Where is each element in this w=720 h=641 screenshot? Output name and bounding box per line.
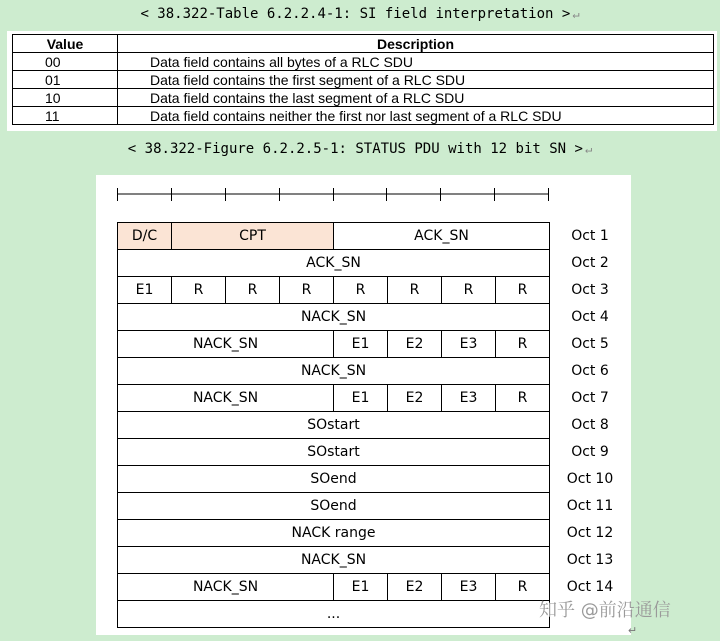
pdu-field-cell: R (225, 276, 280, 304)
octet-label: Oct 6 (571, 362, 609, 379)
row-value: 10 (13, 89, 118, 107)
pdu-field-cell: E1 (117, 276, 172, 304)
header-value: Value (13, 35, 118, 53)
si-field-table (12, 34, 714, 125)
pdu-field-cell: NACK_SN (117, 573, 334, 601)
row-description: Data field contains all bytes of a RLC SDU (118, 53, 714, 71)
figure-caption (0, 141, 720, 157)
return-mark-icon: ↵ (628, 625, 638, 637)
si-field-table-container (7, 31, 717, 131)
pdu-field-cell: NACK range (117, 519, 550, 547)
pdu-field-cell: E3 (441, 573, 496, 601)
octet-label: Oct 12 (566, 524, 614, 541)
pdu-field-cell: SOend (117, 492, 550, 520)
pdu-field-cell: R (171, 276, 226, 304)
octet-label: Oct 9 (571, 443, 609, 460)
table-row (13, 107, 714, 125)
pdu-field-cell: NACK_SN (117, 330, 334, 358)
pdu-field-cell: R (387, 276, 442, 304)
octet-label: Oct 13 (566, 551, 614, 568)
pdu-field-cell: R (279, 276, 334, 304)
table-row (13, 89, 714, 107)
pdu-field-cell: R (495, 573, 550, 601)
table-caption-text: < 38.322-Table 6.2.2.4-1: SI field interpretation > (140, 6, 571, 22)
status-pdu-diagram (96, 175, 631, 635)
pdu-field-cell: SOend (117, 465, 550, 493)
row-description: Data field contains neither the first nor last segment of a RLC SDU (118, 107, 714, 125)
pdu-field-cell: R (495, 276, 550, 304)
table-row (13, 53, 714, 71)
pdu-field-cell: CPT (171, 222, 334, 250)
octet-label: Oct 7 (571, 389, 609, 406)
status-pdu-figure (96, 175, 631, 635)
row-value: 00 (13, 53, 118, 71)
table-header-row (13, 35, 714, 53)
return-mark-icon: ↵ (584, 142, 593, 156)
pdu-field-cell: R (333, 276, 388, 304)
pdu-field-cell: SOstart (117, 411, 550, 439)
octet-label: Oct 11 (566, 497, 614, 514)
pdu-field-cell: E2 (387, 330, 442, 358)
watermark: 知乎 @前沿通信 (539, 600, 671, 621)
row-value: 01 (13, 71, 118, 89)
pdu-field-cell: NACK_SN (117, 384, 334, 412)
pdu-field-cell: NACK_SN (117, 546, 550, 574)
pdu-field-cell: E2 (387, 384, 442, 412)
pdu-field-cell: E1 (333, 384, 388, 412)
row-description: Data field contains the last segment of a RLC SDU (118, 89, 714, 107)
pdu-field-cell: E1 (333, 573, 388, 601)
octet-label: Oct 8 (571, 416, 609, 433)
octet-label: Oct 2 (571, 254, 609, 271)
row-value: 11 (13, 107, 118, 125)
pdu-field-cell: E1 (333, 330, 388, 358)
octet-label: Oct 14 (566, 578, 614, 595)
pdu-field-cell: R (495, 384, 550, 412)
table-row (13, 71, 714, 89)
pdu-field-cell: E2 (387, 573, 442, 601)
pdu-field-cell: NACK_SN (117, 357, 550, 385)
pdu-field-cell: ACK_SN (333, 222, 550, 250)
octet-label: Oct 4 (571, 308, 609, 325)
figure-caption-text: < 38.322-Figure 6.2.2.5-1: STATUS PDU with 12 bit SN > (127, 141, 583, 157)
pdu-field-cell: NACK_SN (117, 303, 550, 331)
octet-label: Oct 10 (566, 470, 614, 487)
pdu-field-cell: ACK_SN (117, 249, 550, 277)
row-description: Data field contains the first segment of a RLC SDU (118, 71, 714, 89)
pdu-field-cell: R (441, 276, 496, 304)
pdu-field-cell: R (495, 330, 550, 358)
pdu-field-cell: E3 (441, 330, 496, 358)
octet-label: Oct 1 (571, 227, 609, 244)
header-description: Description (118, 35, 714, 53)
return-mark-icon: ↵ (572, 7, 580, 21)
octet-label: Oct 3 (571, 281, 609, 298)
octet-label: Oct 5 (571, 335, 609, 352)
pdu-field-cell: E3 (441, 384, 496, 412)
pdu-field-cell: D/C (117, 222, 172, 250)
pdu-field-cell: SOstart (117, 438, 550, 466)
pdu-field-cell: ... (117, 600, 550, 628)
table-caption (0, 6, 720, 22)
